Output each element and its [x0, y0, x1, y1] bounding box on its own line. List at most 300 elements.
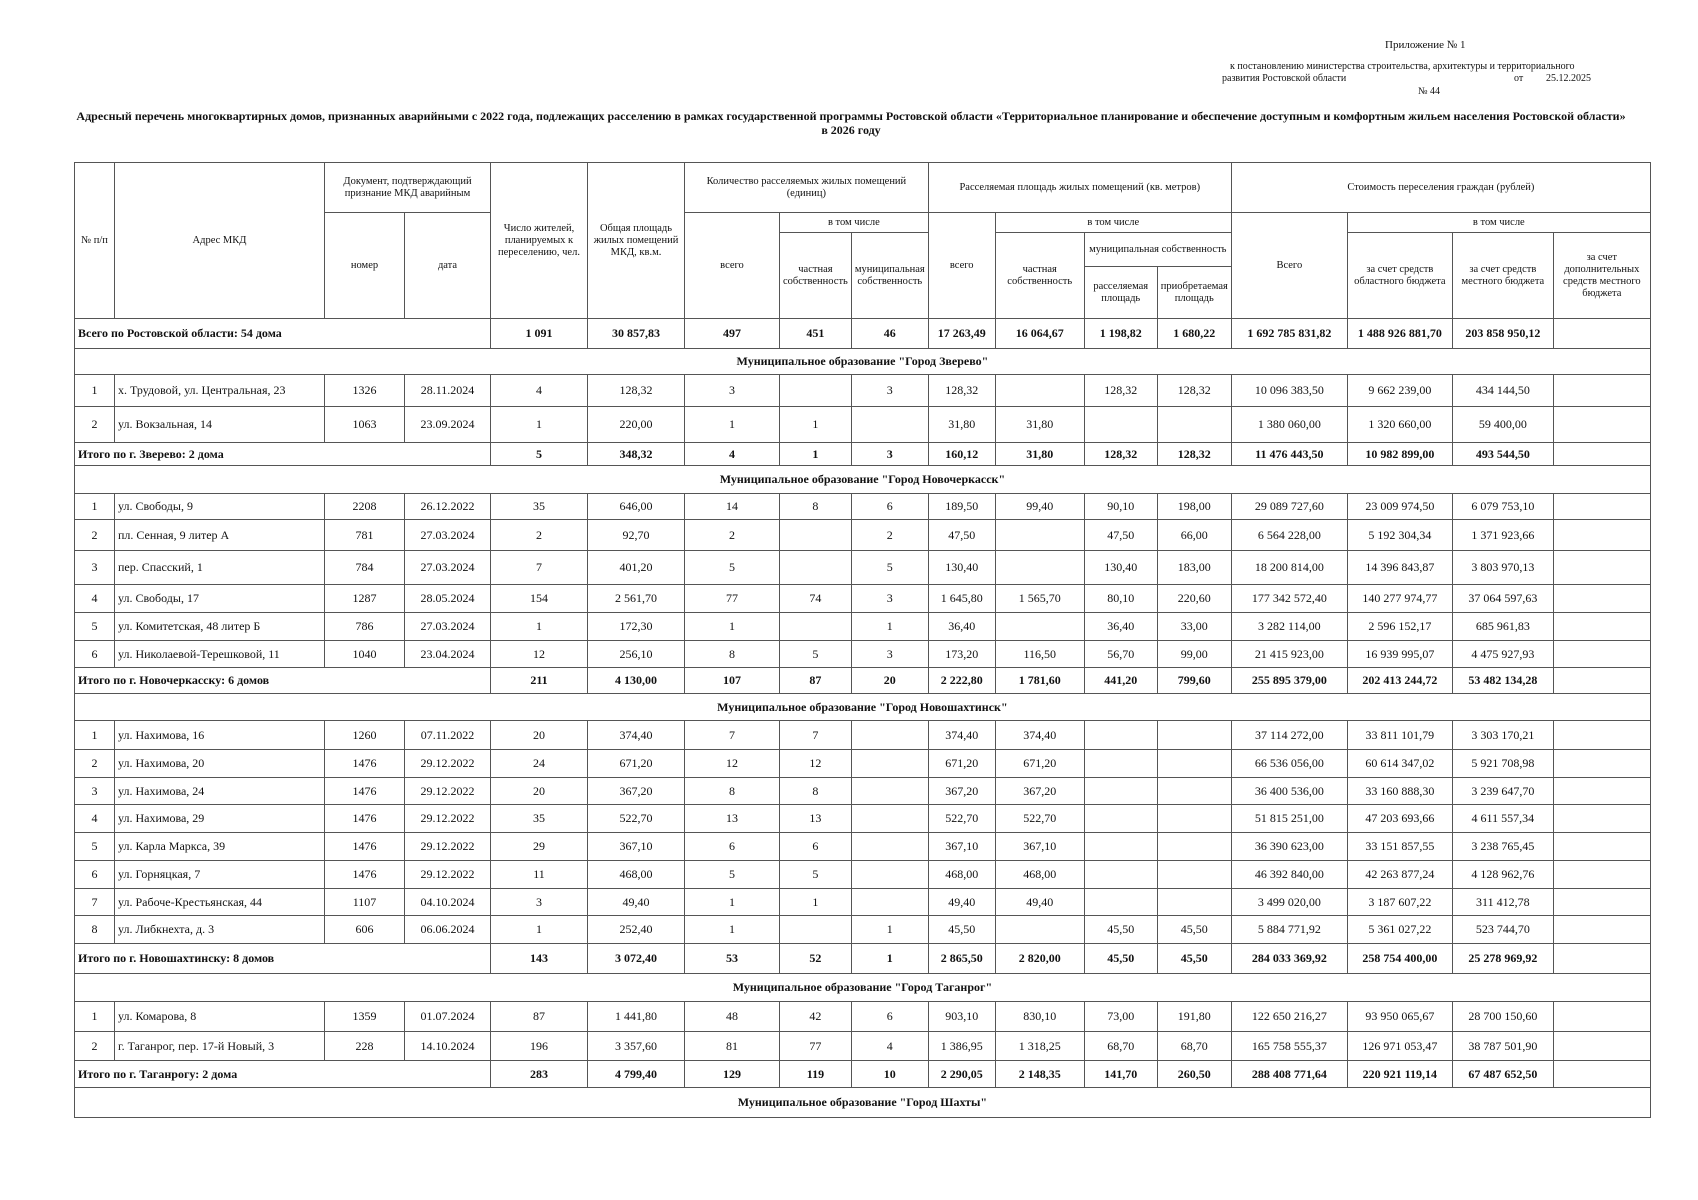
table-cell: 46 392 840,00	[1231, 861, 1347, 889]
table-cell	[780, 375, 852, 407]
table-cell: 5	[75, 833, 115, 861]
table-cell: 1040	[325, 641, 405, 668]
table-cell: 20	[491, 778, 588, 805]
col-header-units-all: всего	[685, 213, 780, 319]
col-header-residents: Число жителей, планируемых к переселению, чел.	[491, 163, 588, 319]
table-cell: 29.12.2022	[405, 805, 491, 833]
table-cell: 7	[491, 551, 588, 585]
total-cell: 348,32	[588, 443, 685, 466]
table-cell: 33 811 101,79	[1347, 721, 1452, 750]
col-header-units-private: частная собственность	[780, 233, 852, 319]
table-cell: 367,20	[588, 778, 685, 805]
col-header-area-municipal: муниципальная собственность	[1084, 233, 1231, 267]
table-cell: 68,70	[1157, 1032, 1231, 1061]
table-cell: 1	[75, 375, 115, 407]
table-cell: 51 815 251,00	[1231, 805, 1347, 833]
table-cell: 2	[851, 520, 928, 551]
appendix-reference	[1222, 61, 1591, 85]
total-cell: 87	[780, 668, 852, 694]
total-cell: 3	[851, 443, 928, 466]
address-cell: г. Таганрог, пер. 17-й Новый, 3	[115, 1032, 325, 1061]
table-cell: 36 400 536,00	[1231, 778, 1347, 805]
table-cell: 3 187 607,22	[1347, 889, 1452, 916]
total-cell: 1	[780, 443, 852, 466]
col-header-doc-date: дата	[405, 213, 491, 319]
grand-total-row	[75, 319, 1651, 349]
table-cell: 3	[491, 889, 588, 916]
total-cell: 283	[491, 1061, 588, 1088]
table-cell	[1157, 861, 1231, 889]
municipality-header-row	[75, 974, 1651, 1002]
col-header-cost-regional: за счет средств областного бюджета	[1347, 233, 1452, 319]
table-cell: 3 357,60	[588, 1032, 685, 1061]
table-cell	[1553, 750, 1650, 778]
table-cell: 04.10.2024	[405, 889, 491, 916]
table-cell	[1553, 520, 1650, 551]
col-header-area-all: всего	[928, 213, 995, 319]
table-cell: 1 318,25	[995, 1032, 1084, 1061]
table-row	[75, 750, 1651, 778]
col-header-units-incl: в том числе	[780, 213, 929, 233]
table-row	[75, 1032, 1651, 1061]
table-cell: 1287	[325, 585, 405, 613]
total-cell: 143	[491, 944, 588, 974]
total-cell: 11 476 443,50	[1231, 443, 1347, 466]
col-header-cost: Стоимость переселения граждан (рублей)	[1231, 163, 1650, 213]
total-cell: 2 865,50	[928, 944, 995, 974]
table-header	[75, 163, 1651, 319]
table-cell: 3 282 114,00	[1231, 613, 1347, 641]
table-cell: 5	[780, 861, 852, 889]
table-cell	[1084, 750, 1157, 778]
total-cell: 451	[780, 319, 852, 349]
table-cell: 36,40	[928, 613, 995, 641]
table-cell: 29.12.2022	[405, 861, 491, 889]
table-cell: 29.12.2022	[405, 750, 491, 778]
table-cell	[1157, 805, 1231, 833]
table-cell: 8	[685, 778, 780, 805]
table-cell	[1553, 1032, 1650, 1061]
table-row	[75, 494, 1651, 520]
col-header-doc-number: номер	[325, 213, 405, 319]
table-cell: 128,32	[1157, 375, 1231, 407]
table-cell: 1	[75, 1002, 115, 1032]
table-cell: 31,80	[995, 407, 1084, 443]
table-cell: 5	[685, 551, 780, 585]
table-cell	[1157, 833, 1231, 861]
total-cell: 128,32	[1084, 443, 1157, 466]
col-header-cost-local: за счет средств местного бюджета	[1452, 233, 1553, 319]
table-cell: 1476	[325, 750, 405, 778]
municipality-header-row	[75, 1088, 1651, 1118]
total-cell: 255 895 379,00	[1231, 668, 1347, 694]
table-cell: 33 151 857,55	[1347, 833, 1452, 861]
col-header-units-municipal: муниципальная собственность	[851, 233, 928, 319]
table-cell: 36,40	[1084, 613, 1157, 641]
table-cell	[1553, 721, 1650, 750]
table-cell	[995, 375, 1084, 407]
total-cell: 258 754 400,00	[1347, 944, 1452, 974]
table-cell: 47 203 693,66	[1347, 805, 1452, 833]
table-cell: 3	[851, 585, 928, 613]
table-cell: 252,40	[588, 916, 685, 944]
col-header-area-incl: в том числе	[995, 213, 1231, 233]
resettlement-table	[74, 162, 1651, 1118]
table-cell: 07.11.2022	[405, 721, 491, 750]
table-cell: 1	[851, 613, 928, 641]
total-cell	[1553, 319, 1650, 349]
table-cell: 191,80	[1157, 1002, 1231, 1032]
table-cell: 28.11.2024	[405, 375, 491, 407]
municipality-title: Муниципальное образование "Город Таганрог"	[75, 974, 1651, 1002]
table-cell: 6	[780, 833, 852, 861]
table-cell: 468,00	[928, 861, 995, 889]
table-cell: 81	[685, 1032, 780, 1061]
table-cell: 92,70	[588, 520, 685, 551]
table-cell: 36 390 623,00	[1231, 833, 1347, 861]
table-cell: 1063	[325, 407, 405, 443]
group-total-row	[75, 1061, 1651, 1088]
table-cell: 130,40	[1084, 551, 1157, 585]
table-cell: 1	[491, 407, 588, 443]
table-cell	[1553, 494, 1650, 520]
table-cell: 468,00	[588, 861, 685, 889]
total-cell: 119	[780, 1061, 852, 1088]
table-cell: 5 361 027,22	[1347, 916, 1452, 944]
total-cell: 220 921 119,14	[1347, 1061, 1452, 1088]
table-cell	[1553, 641, 1650, 668]
address-cell: ул. Николаевой-Терешковой, 11	[115, 641, 325, 668]
table-cell: 7	[685, 721, 780, 750]
table-cell: 1	[491, 916, 588, 944]
appendix-line-1: к постановлению министерства строительства, архитектуры и территориального	[1230, 61, 1575, 72]
total-cell: 3 072,40	[588, 944, 685, 974]
table-cell: 523 744,70	[1452, 916, 1553, 944]
table-row	[75, 889, 1651, 916]
table-cell: 9 662 239,00	[1347, 375, 1452, 407]
municipality-header-row	[75, 349, 1651, 375]
col-header-doc: Документ, подтверждающий признание МКД аварийным	[325, 163, 491, 213]
address-cell: х. Трудовой, ул. Центральная, 23	[115, 375, 325, 407]
table-cell: 99,40	[995, 494, 1084, 520]
col-header-num: № п/п	[75, 163, 115, 319]
table-cell: 60 614 347,02	[1347, 750, 1452, 778]
address-cell: ул. Либкнехта, д. 3	[115, 916, 325, 944]
table-cell: 367,10	[928, 833, 995, 861]
address-cell: ул. Нахимова, 20	[115, 750, 325, 778]
table-cell: 90,10	[1084, 494, 1157, 520]
table-cell: 1476	[325, 861, 405, 889]
table-cell: 374,40	[928, 721, 995, 750]
table-cell: 367,10	[995, 833, 1084, 861]
table-cell: 5	[685, 861, 780, 889]
table-cell: 80,10	[1084, 585, 1157, 613]
address-cell: ул. Свободы, 17	[115, 585, 325, 613]
table-cell	[1553, 889, 1650, 916]
table-cell	[780, 520, 852, 551]
table-cell: 784	[325, 551, 405, 585]
table-cell: 23.04.2024	[405, 641, 491, 668]
table-cell: 1	[685, 613, 780, 641]
table-cell	[1084, 407, 1157, 443]
address-cell: ул. Нахимова, 24	[115, 778, 325, 805]
address-cell: пер. Спасский, 1	[115, 551, 325, 585]
table-row	[75, 375, 1651, 407]
table-cell: 5	[75, 613, 115, 641]
table-cell: 37 064 597,63	[1452, 585, 1553, 613]
table-cell: 671,20	[588, 750, 685, 778]
table-cell: 3	[851, 641, 928, 668]
col-header-area-mun-resettled: расселяемая площадь	[1084, 267, 1157, 319]
table-cell: 646,00	[588, 494, 685, 520]
table-cell	[780, 916, 852, 944]
total-cell: 129	[685, 1061, 780, 1088]
table-cell: 374,40	[588, 721, 685, 750]
table-cell: 1326	[325, 375, 405, 407]
table-cell: 1	[685, 889, 780, 916]
table-cell: 1	[75, 494, 115, 520]
table-cell: 172,30	[588, 613, 685, 641]
table-cell: 14.10.2024	[405, 1032, 491, 1061]
table-cell: 10 096 383,50	[1231, 375, 1347, 407]
municipality-title: Муниципальное образование "Город Шахты"	[75, 1088, 1651, 1118]
table-cell: 1	[780, 407, 852, 443]
municipality-header-row	[75, 466, 1651, 494]
total-cell: 493 544,50	[1452, 443, 1553, 466]
table-cell: 196	[491, 1032, 588, 1061]
table-cell: 49,40	[588, 889, 685, 916]
table-row	[75, 520, 1651, 551]
table-cell: 23.09.2024	[405, 407, 491, 443]
table-cell	[1553, 613, 1650, 641]
table-cell: 2	[75, 1032, 115, 1061]
table-cell: 29 089 727,60	[1231, 494, 1347, 520]
table-cell: 77	[685, 585, 780, 613]
table-cell: 1	[75, 721, 115, 750]
total-cell: 45,50	[1084, 944, 1157, 974]
table-cell	[851, 861, 928, 889]
table-cell: 6	[75, 861, 115, 889]
col-header-cost-all: Всего	[1231, 213, 1347, 319]
table-cell	[1157, 721, 1231, 750]
table-row	[75, 861, 1651, 889]
table-cell: 1 441,80	[588, 1002, 685, 1032]
table-cell: 311 412,78	[1452, 889, 1553, 916]
col-header-area-resettled: Расселяемая площадь жилых помещений (кв. метров)	[928, 163, 1231, 213]
municipality-header-row	[75, 694, 1651, 721]
table-cell: 1	[685, 407, 780, 443]
table-cell: 37 114 272,00	[1231, 721, 1347, 750]
table-cell: 1476	[325, 833, 405, 861]
table-cell: 3 803 970,13	[1452, 551, 1553, 585]
address-cell: ул. Нахимова, 16	[115, 721, 325, 750]
table-cell: 8	[780, 494, 852, 520]
table-cell: 1260	[325, 721, 405, 750]
total-cell: 53 482 134,28	[1452, 668, 1553, 694]
table-cell: 4	[851, 1032, 928, 1061]
table-cell	[1553, 861, 1650, 889]
table-cell	[1553, 778, 1650, 805]
address-cell: ул. Вокзальная, 14	[115, 407, 325, 443]
total-label: Итого по г. Зверево: 2 дома	[75, 443, 491, 466]
table-row	[75, 613, 1651, 641]
table-cell: 27.03.2024	[405, 551, 491, 585]
municipality-title: Муниципальное образование "Город Новочеркасск"	[75, 466, 1651, 494]
table-cell: 671,20	[928, 750, 995, 778]
table-cell: 2 596 152,17	[1347, 613, 1452, 641]
table-cell: 5	[851, 551, 928, 585]
table-cell: 59 400,00	[1452, 407, 1553, 443]
table-cell: 42	[780, 1002, 852, 1032]
table-cell: 4 475 927,93	[1452, 641, 1553, 668]
table-cell: 3	[75, 778, 115, 805]
table-cell: 28 700 150,60	[1452, 1002, 1553, 1032]
table-cell: 4 128 962,76	[1452, 861, 1553, 889]
table-cell: 8	[780, 778, 852, 805]
address-cell: ул. Свободы, 9	[115, 494, 325, 520]
table-cell: 48	[685, 1002, 780, 1032]
table-cell: 5	[780, 641, 852, 668]
col-header-cost-extra: за счет дополнительных средств местного бюджета	[1553, 233, 1650, 319]
table-cell: 8	[685, 641, 780, 668]
table-cell: 1 645,80	[928, 585, 995, 613]
table-cell: 1	[685, 916, 780, 944]
table-cell: 3 239 647,70	[1452, 778, 1553, 805]
table-cell: 45,50	[928, 916, 995, 944]
table-cell: 128,32	[1084, 375, 1157, 407]
table-row	[75, 916, 1651, 944]
table-cell: 01.07.2024	[405, 1002, 491, 1032]
total-cell: 2 290,05	[928, 1061, 995, 1088]
table-cell: 5 884 771,92	[1231, 916, 1347, 944]
table-cell: 2	[75, 750, 115, 778]
total-cell: 260,50	[1157, 1061, 1231, 1088]
municipality-title: Муниципальное образование "Город Новошахтинск"	[75, 694, 1651, 721]
table-cell: 122 650 216,27	[1231, 1002, 1347, 1032]
table-cell: 6	[75, 641, 115, 668]
table-cell: 13	[685, 805, 780, 833]
table-cell: 1476	[325, 778, 405, 805]
table-cell: 1	[491, 613, 588, 641]
table-row	[75, 805, 1651, 833]
table-cell: 4	[75, 585, 115, 613]
total-cell: 211	[491, 668, 588, 694]
table-cell: 33 160 888,30	[1347, 778, 1452, 805]
table-cell: 27.03.2024	[405, 613, 491, 641]
address-cell: ул. Рабоче-Крестьянская, 44	[115, 889, 325, 916]
table-cell: 189,50	[928, 494, 995, 520]
table-cell	[1084, 721, 1157, 750]
address-cell: ул. Горняцкая, 7	[115, 861, 325, 889]
table-cell: 6	[851, 494, 928, 520]
total-cell: 53	[685, 944, 780, 974]
table-cell: 2	[491, 520, 588, 551]
appendix-number: № 44	[1418, 86, 1441, 97]
total-cell: 2 820,00	[995, 944, 1084, 974]
total-cell: 17 263,49	[928, 319, 995, 349]
table-cell: 2	[75, 520, 115, 551]
col-header-address: Адрес МКД	[115, 163, 325, 319]
table-cell	[1553, 551, 1650, 585]
document-title: Адресный перечень многоквартирных домов, признанных аварийными с 2022 года, подлежащих расселению в рамках государственной программы Ростовской области «Территориальное планирование и обеспечение доступным и комфортным жильем населения Ростовской области» в 2026 году	[76, 109, 1626, 137]
table-cell: 1476	[325, 805, 405, 833]
table-cell: 1 565,70	[995, 585, 1084, 613]
table-cell: 31,80	[928, 407, 995, 443]
total-cell: 2 222,80	[928, 668, 995, 694]
table-cell	[851, 407, 928, 443]
total-cell	[1553, 668, 1650, 694]
total-cell: 10 982 899,00	[1347, 443, 1452, 466]
table-cell: 128,32	[928, 375, 995, 407]
table-row	[75, 585, 1651, 613]
table-cell: 74	[780, 585, 852, 613]
table-cell	[1553, 585, 1650, 613]
table-cell: 198,00	[1157, 494, 1231, 520]
total-cell: 4 130,00	[588, 668, 685, 694]
table-cell: 66 536 056,00	[1231, 750, 1347, 778]
table-cell: 154	[491, 585, 588, 613]
table-cell: 6 079 753,10	[1452, 494, 1553, 520]
table-cell: 7	[75, 889, 115, 916]
table-cell: 220,00	[588, 407, 685, 443]
table-cell: 6 564 228,00	[1231, 520, 1347, 551]
table-cell: 29.12.2022	[405, 833, 491, 861]
table-cell: 2 561,70	[588, 585, 685, 613]
table-cell	[1157, 889, 1231, 916]
table-cell: 11	[491, 861, 588, 889]
col-header-units: Количество расселяемых жилых помещений (единиц)	[685, 163, 929, 213]
table-cell	[1553, 805, 1650, 833]
table-cell: 522,70	[928, 805, 995, 833]
table-cell: 126 971 053,47	[1347, 1032, 1452, 1061]
table-cell: 49,40	[928, 889, 995, 916]
total-cell: 25 278 969,92	[1452, 944, 1553, 974]
table-cell: 220,60	[1157, 585, 1231, 613]
table-cell: 45,50	[1157, 916, 1231, 944]
table-cell: 522,70	[588, 805, 685, 833]
table-cell: 14 396 843,87	[1347, 551, 1452, 585]
appendix-label: Приложение № 1	[1385, 39, 1466, 51]
total-cell: 2 148,35	[995, 1061, 1084, 1088]
table-cell: 49,40	[995, 889, 1084, 916]
table-cell	[1084, 805, 1157, 833]
table-cell	[851, 833, 928, 861]
table-cell: 47,50	[1084, 520, 1157, 551]
table-cell: 3	[851, 375, 928, 407]
total-cell: 5	[491, 443, 588, 466]
table-cell: 42 263 877,24	[1347, 861, 1452, 889]
total-label: Всего по Ростовской области: 54 дома	[75, 319, 491, 349]
table-cell	[851, 805, 928, 833]
total-cell: 67 487 652,50	[1452, 1061, 1553, 1088]
table-cell: 68,70	[1084, 1032, 1157, 1061]
table-cell: 87	[491, 1002, 588, 1032]
table-cell: 2208	[325, 494, 405, 520]
table-cell: 73,00	[1084, 1002, 1157, 1032]
appendix-from-label: от	[1514, 73, 1524, 84]
municipality-title: Муниципальное образование "Город Зверево"	[75, 349, 1651, 375]
total-label: Итого по г. Новошахтинску: 8 домов	[75, 944, 491, 974]
table-cell: 33,00	[1157, 613, 1231, 641]
total-label: Итого по г. Новочеркасску: 6 домов	[75, 668, 491, 694]
table-cell	[1084, 861, 1157, 889]
total-label: Итого по г. Таганрогу: 2 дома	[75, 1061, 491, 1088]
appendix-date: 25.12.2025	[1546, 73, 1591, 84]
total-cell: 1	[851, 944, 928, 974]
total-cell	[1553, 944, 1650, 974]
table-cell: 367,10	[588, 833, 685, 861]
table-row	[75, 641, 1651, 668]
